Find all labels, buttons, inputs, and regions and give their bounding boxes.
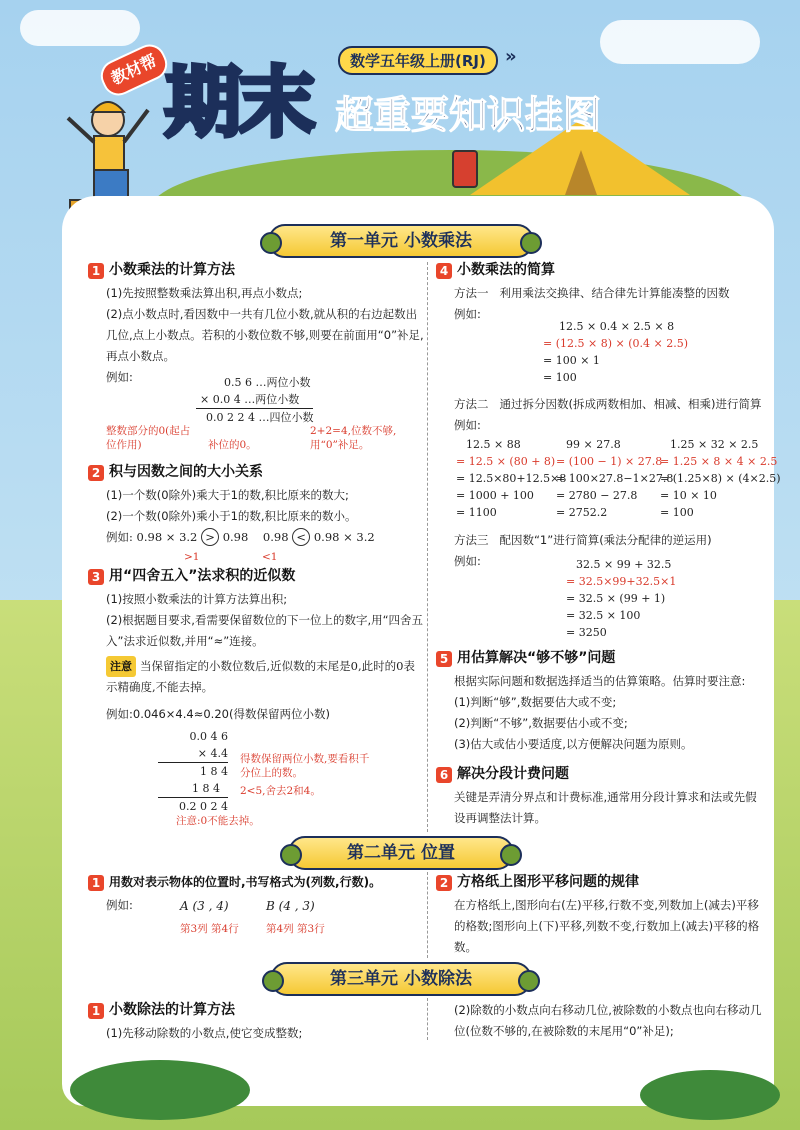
- paragraph: (2)判断“不够”,数据要估小或不变;: [454, 716, 628, 730]
- calc-line: × 4.4: [197, 747, 228, 760]
- cloud: [600, 20, 760, 64]
- annotation: <1: [262, 551, 278, 563]
- column-divider: [427, 262, 428, 832]
- method-row: [454, 394, 766, 415]
- calc-line: = 1000 + 100: [456, 489, 534, 502]
- unit1-banner: 第一单元 小数乘法: [268, 224, 534, 258]
- unit1-section6: [436, 764, 766, 829]
- annotation: 2<5,舍去2和4。: [240, 785, 321, 797]
- method-label: 方法三: [454, 533, 489, 547]
- compare-symbol: >: [201, 528, 219, 546]
- paragraph: (1)一个数(0除外)乘大于1的数,积比原来的数大;: [106, 488, 349, 502]
- unit2-section2: [436, 872, 766, 958]
- tent-door: [565, 150, 597, 195]
- paragraph: (1)先按照整数乘法算出积,再点小数点;: [106, 286, 303, 300]
- calc-line: 1.25 × 32 × 2.5: [670, 438, 759, 451]
- section-title: 方格纸上图形平移问题的规律: [457, 874, 639, 890]
- unit1-section5: [436, 648, 766, 755]
- paragraph: (1)按照小数乘法的计算方法算出积;: [106, 592, 288, 606]
- calc-line: 0.5 6 …两位小数: [224, 376, 311, 389]
- section-title: 小数乘法的简算: [457, 262, 555, 278]
- annotation: 得数保留两位小数,要看积千分位上的数。: [240, 753, 370, 779]
- section-title: 用数对表示物体的位置时,书写格式为(列数,行数)。: [109, 875, 382, 889]
- pair-a: A (3 , 4): [180, 899, 229, 913]
- unit3-banner: 第三单元 小数除法: [270, 962, 532, 996]
- note-tag: 注意: [106, 656, 136, 677]
- column-divider: [427, 998, 428, 1040]
- paragraph: 在方格纸上,图形向右(左)平移,行数不变,列数加上(减去)平移的格数;图形向上(下)平移,列数不变,行数加上(减去)平移的格数。: [454, 898, 760, 954]
- calc-line: 0.0 4 6: [189, 730, 228, 743]
- calc-line: = 1100: [456, 506, 497, 519]
- annotation: >1: [184, 551, 200, 563]
- paragraph: (2)一个数(0除外)乘小于1的数,积比原来的数小。: [106, 509, 357, 523]
- calc-line: = 32.5 × 100: [566, 609, 641, 622]
- example-label: 例如:: [454, 307, 481, 321]
- method-label: 方法一: [454, 286, 489, 300]
- note-text: 当保留指定的小数位数后,近似数的末尾是0,此时的0表示精确度,不能去掉。: [106, 659, 415, 694]
- pair-b: B (4 , 3): [266, 899, 315, 913]
- section-number: 5: [436, 651, 452, 667]
- paragraph: 关键是弄清分界点和计费标准,通常用分段计算求和法或先假设再调整法计算。: [454, 790, 757, 825]
- unit2-banner: 第二单元 位置: [288, 836, 514, 870]
- calc-line: 1 8 4: [158, 762, 228, 780]
- calc-column: [456, 436, 566, 521]
- calc-line: = 3250: [566, 626, 607, 639]
- bush: [70, 1060, 250, 1120]
- example-row: [106, 527, 424, 548]
- bush: [640, 1070, 780, 1120]
- annotation: 注意:0不能去掉。: [176, 815, 260, 827]
- calc-line: 0.2 0 2 4: [158, 797, 228, 815]
- calc-line: = (1.25×8) × (4×2.5): [660, 472, 781, 485]
- calc-line: × 0.0 4 …两位小数: [200, 393, 300, 406]
- example-label: 例如:: [454, 554, 481, 568]
- calc-line: 32.5 × 99 + 32.5: [576, 558, 672, 571]
- unit1-section2: [88, 462, 424, 548]
- section-title: 小数除法的计算方法: [109, 1002, 235, 1018]
- calc-column: [660, 436, 781, 521]
- calc-line: = 100: [543, 371, 577, 384]
- unit3-section1-cont: [454, 1000, 766, 1042]
- section-number: 2: [88, 465, 104, 481]
- section-title: 用估算解决“够不够”问题: [457, 650, 616, 666]
- paragraph: (2)除数的小数点向右移动几位,被除数的小数点也向右移动几位(位数不够的,在被除数的末尾用“0”补足);: [454, 1003, 762, 1038]
- calc-line: = 100 × 1: [543, 354, 600, 367]
- unit1-section1: [88, 260, 424, 388]
- paragraph: (3)估大或估小要适度,以方便解决问题为原则。: [454, 737, 693, 751]
- section-number: 2: [436, 875, 452, 891]
- annotation: 补位的0。: [208, 439, 257, 451]
- section-number: 4: [436, 263, 452, 279]
- calc-line: = 2752.2: [556, 506, 608, 519]
- section-number: 1: [88, 1003, 104, 1019]
- annotation-row: 第3行: [297, 923, 325, 935]
- method-text: 利用乘法交换律、结合律先计算能凑整的因数: [499, 286, 730, 300]
- expression: 0.98: [262, 530, 289, 544]
- method-text: 配因数“1”进行简算(乘法分配律的逆运用): [499, 533, 712, 547]
- calc-line: 0.0 2 2 4 …四位小数: [196, 408, 313, 426]
- expression: 0.98: [222, 530, 249, 544]
- annotation: [180, 922, 239, 936]
- page-subtitle: 超重要知识挂图: [335, 93, 602, 137]
- example-label: 例如:: [106, 370, 133, 384]
- calc-line: = (100 − 1) × 27.8: [556, 455, 663, 468]
- calc-column: [556, 436, 673, 521]
- method2-header: [454, 394, 766, 436]
- calc-line: = 10 × 10: [660, 489, 717, 502]
- unit1-section4: [436, 260, 766, 325]
- calc-line: = 32.5 × (99 + 1): [566, 592, 666, 605]
- method-row: [454, 530, 766, 551]
- calc-line: 12.5 × 88: [466, 438, 521, 451]
- lantern-icon: [452, 150, 478, 188]
- cloud: [20, 10, 140, 46]
- page-title: 期末: [165, 58, 313, 147]
- unit2-section1: [88, 872, 424, 916]
- compare-symbol: <: [292, 528, 310, 546]
- grade-badge: 数学五年级上册(RJ): [338, 46, 498, 75]
- calc-line: = 12.5 × (80 + 8): [456, 455, 556, 468]
- brand-logo: 教材帮: [96, 39, 173, 100]
- note-row: [106, 656, 424, 698]
- section-title: 积与因数之间的大小关系: [109, 464, 263, 480]
- paragraph: 根据实际问题和数据选择适当的估算策略。估算时要注意:: [454, 674, 746, 688]
- calc-line: = 1.25 × 8 × 4 × 2.5: [660, 455, 778, 468]
- section-title: 用“四舍五入”法求积的近似数: [109, 568, 296, 584]
- unit1-section3: [88, 566, 424, 725]
- method-text: 通过拆分因数(拆成两数相加、相减、相乘)进行简算: [499, 397, 762, 411]
- annotation-col: 第3列: [180, 923, 208, 935]
- section-number: 6: [436, 767, 452, 783]
- calc-block: [543, 318, 688, 386]
- calc-block: [158, 728, 228, 815]
- calc-block: [196, 374, 313, 426]
- paragraph: (2)根据题目要求,看需要保留数位的下一位上的数字,用“四舍五入”法求近似数,并用“≈”连接。: [106, 613, 424, 648]
- section-number: 3: [88, 569, 104, 585]
- calc-line: = 32.5×99+32.5×1: [566, 575, 677, 588]
- example-label: 例如:: [106, 530, 133, 544]
- column-divider: [427, 872, 428, 958]
- annotation: [266, 922, 325, 936]
- section-number: 1: [88, 263, 104, 279]
- method-row: [454, 283, 766, 304]
- calc-line: = (12.5 × 8) × (0.4 × 2.5): [543, 337, 688, 350]
- paragraph: (1)判断“够”,数据要估大或不变;: [454, 695, 617, 709]
- example-label: 例如:0.046×4.4≈0.20(得数保留两位小数): [106, 707, 330, 721]
- example-label: 例如:: [106, 898, 133, 912]
- section-number: 1: [88, 875, 104, 891]
- calc-line: 99 × 27.8: [566, 438, 621, 451]
- annotation: 2+2=4,位数不够,用“0”补足。: [310, 425, 397, 451]
- calc-line: = 100: [660, 506, 694, 519]
- calc-line: 1 8 4: [192, 782, 220, 795]
- expression: 0.98 × 3.2: [136, 530, 198, 544]
- section-title: 解决分段计费问题: [457, 766, 569, 782]
- section-title: 小数乘法的计算方法: [109, 262, 235, 278]
- chevron-right-icon: »: [505, 46, 517, 67]
- paragraph: (2)点小数点时,看因数中一共有几位小数,就从积的右边起数出几位,点上小数点。若积的小数位数不够,则要在前面用“0”补足,再点小数点。: [106, 307, 424, 363]
- annotation-row: 第4行: [211, 923, 239, 935]
- calc-block: [566, 556, 676, 641]
- calc-line: = 12.5×80+12.5×8: [456, 472, 567, 485]
- calc-line: = 100×27.8−1×27.8: [556, 472, 674, 485]
- calc-line: 12.5 × 0.4 × 2.5 × 8: [559, 320, 675, 333]
- expression: 0.98 × 3.2: [313, 530, 375, 544]
- example-label: 例如:: [454, 418, 481, 432]
- method-label: 方法二: [454, 397, 489, 411]
- unit3-section1: [88, 1000, 424, 1044]
- calc-line: = 2780 − 27.8: [556, 489, 638, 502]
- annotation: 整数部分的0(起占位作用): [106, 425, 191, 451]
- paragraph: (1)先移动除数的小数点,使它变成整数;: [106, 1026, 303, 1040]
- annotation-col: 第4列: [266, 923, 294, 935]
